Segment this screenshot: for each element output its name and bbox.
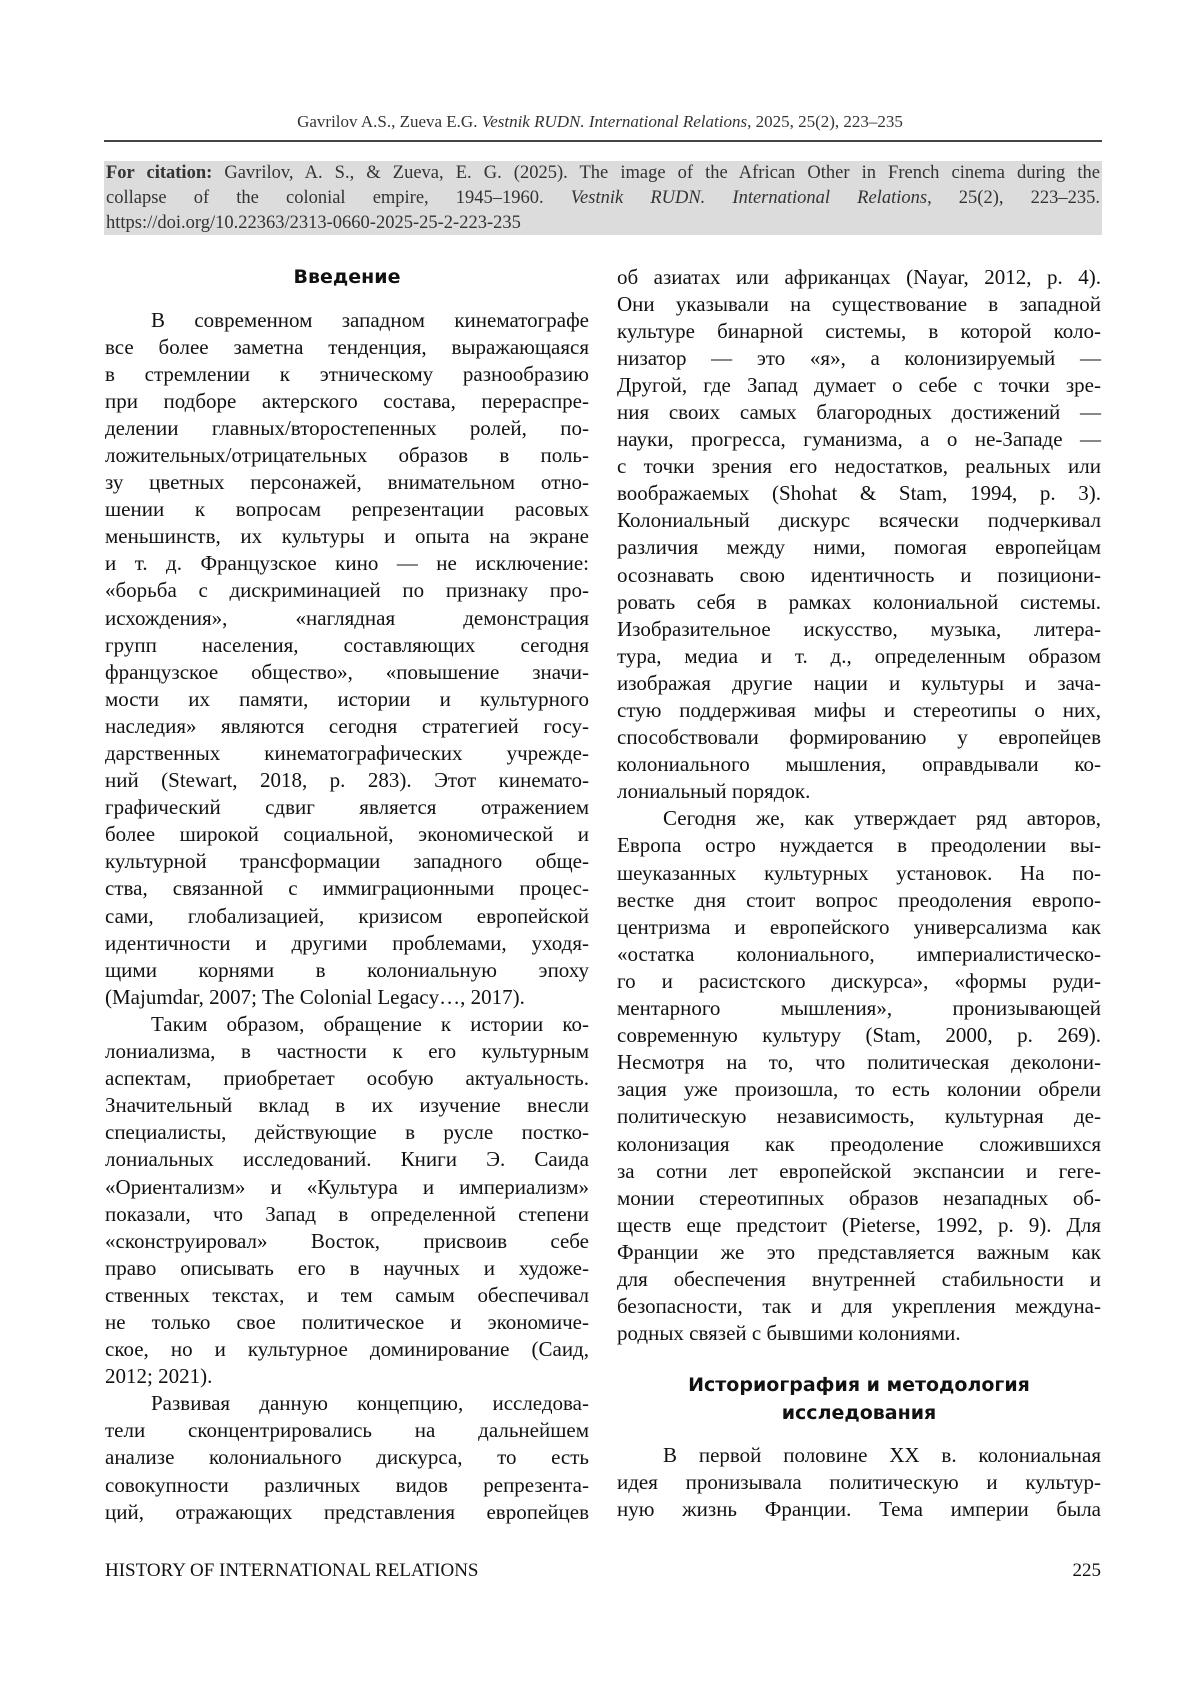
text-line: низатор — это «я», а колонизируемый — (617, 345, 1101, 372)
citation-box (104, 161, 1102, 235)
text-line: зу цветных персонажей, внимательном отно- (105, 469, 589, 496)
text-line: лониальных исследований. Книги Э. Саида (105, 1146, 589, 1173)
paragraph (617, 805, 1101, 1347)
text-line: ское, но и культурное доминирование (Саид, (105, 1336, 589, 1363)
citation-text: collapse of the colonial empire, 1945–1960. (106, 188, 571, 208)
text-line: культурной трансформации западного обще- (105, 848, 589, 875)
text-line: дарственных кинематографических учрежде- (105, 740, 589, 767)
text-line: (Majumdar, 2007; The Colonial Legacy…, 2017). (105, 984, 589, 1011)
footer-section: HISTORY OF INTERNATIONAL RELATIONS (105, 1560, 479, 1582)
paragraph (617, 1442, 1101, 1523)
header-journal: Vestnik RUDN. International Relations (482, 112, 747, 131)
text-line: культуре бинарной системы, в которой коло- (617, 318, 1101, 345)
running-header (0, 112, 1200, 132)
text-line: изображая другие нации и культуры и зача- (617, 670, 1101, 697)
text-line: различия между ними, помогая европейцам (617, 534, 1101, 561)
citation-line (104, 211, 1102, 236)
text-line: безопасности, так и для укрепления междуна- (617, 1293, 1101, 1320)
text-line: с точки зрения его недостатков, реальных или (617, 453, 1101, 480)
text-line: Франции же это представляется важным как (617, 1239, 1101, 1266)
text-line: центризма и европейского универсализма как (617, 914, 1101, 941)
page-number: 225 (1073, 1560, 1102, 1582)
text-line: лониальный порядок. (617, 778, 1101, 805)
text-line: вестке дня стоит вопрос преодоления европо- (617, 887, 1101, 914)
text-line: «остатка колониального, империалистическо- (617, 941, 1101, 968)
text-line: способствовали формированию у европейцев (617, 724, 1101, 751)
text-line: графический сдвиг является отражением (105, 794, 589, 821)
text-line: более широкой социальной, экономической и (105, 821, 589, 848)
text-line: шеуказанных культурных установок. На по- (617, 860, 1101, 887)
text-line: ний (Stewart, 2018, p. 283). Этот кинемато- (105, 767, 589, 794)
text-line: делении главных/второстепенных ролей, по- (105, 415, 589, 442)
text-line: Несмотря на то, что политическая деколони- (617, 1049, 1101, 1076)
text-line: Изобразительное искусство, музыка, литера- (617, 616, 1101, 643)
text-line: Европа остро нуждается в преодолении вы- (617, 832, 1101, 859)
page-footer (105, 1560, 1101, 1582)
text-line: ций, отражающих представления европейцев (105, 1499, 589, 1526)
text-line: го и расистского дискурса», «формы руди- (617, 968, 1101, 995)
heading-line: Историография и методология (617, 1372, 1101, 1400)
text-line: Колониальный дискурс всячески подчеркивал (617, 507, 1101, 534)
text-line: меньшинств, их культуры и опыта на экране (105, 523, 589, 550)
text-line: «сконструировал» Восток, присвоив себе (105, 1228, 589, 1255)
text-line: ществ еще предстоит (Pieterse, 1992, p. 9). Для (617, 1212, 1101, 1239)
text-line: мости их памяти, истории и культурного (105, 686, 589, 713)
text-line: ства, связанной с иммиграционными процес- (105, 875, 589, 902)
citation-journal: Vestnik RUDN. International Relations (571, 188, 927, 208)
text-line: ную жизнь Франции. Тема империи была (617, 1496, 1101, 1523)
text-line: идентичности и другими проблемами, уходя- (105, 930, 589, 957)
text-line: ровать себя в рамках колониальной системы. (617, 589, 1101, 616)
text-line: ния своих самых благородных достижений — (617, 399, 1101, 426)
text-line: специалисты, действующие в русле постко- (105, 1119, 589, 1146)
text-line: для обеспечения внутренней стабильности и (617, 1266, 1101, 1293)
right-column (617, 264, 1101, 1524)
text-line: 2012; 2021). (105, 1363, 589, 1390)
text-line: щими корнями в колониальную эпоху (105, 957, 589, 984)
citation-line (104, 161, 1102, 186)
text-line: тура, медиа и т. д., определенным образом (617, 643, 1101, 670)
citation-doi-link[interactable]: https://doi.org/10.22363/2313-0660-2025-25-2-223-235 (106, 213, 521, 233)
citation-text: Gavrilov, A. S., & Zueva, E. G. (2025). The image of the African Other in French cinema during the (212, 163, 1100, 183)
text-line: анализе колониального дискурса, то есть (105, 1444, 589, 1471)
text-line: исхождения», «наглядная демонстрация (105, 605, 589, 632)
text-line: монии стереотипных образов незападных об- (617, 1185, 1101, 1212)
paragraph (105, 307, 589, 1011)
paragraph (105, 1011, 589, 1390)
text-line: ментарного мышления», пронизывающей (617, 995, 1101, 1022)
text-line: наследия» являются сегодня стратегией госу- (105, 713, 589, 740)
header-issue: , 2025, 25(2), 223–235 (747, 112, 903, 131)
text-line: шении к вопросам репрезентации расовых (105, 496, 589, 523)
citation-label: For citation: (106, 163, 212, 183)
text-line: Они указывали на существование в западной (617, 291, 1101, 318)
text-line: в стремлении к этническому разнообразию (105, 361, 589, 388)
text-line: осознавать свою идентичность и позициони- (617, 562, 1101, 589)
text-line: за сотни лет европейской экспансии и геге- (617, 1158, 1101, 1185)
header-rule (104, 140, 1102, 142)
text-line: «Ориентализм» и «Культура и империализм» (105, 1174, 589, 1201)
text-line: воображаемых (Shohat & Stam, 1994, p. 3). (617, 480, 1101, 507)
heading-line: исследования (617, 1400, 1101, 1428)
text-line: колониального мышления, оправдывали ко- (617, 751, 1101, 778)
text-line: родных связей с бывшими колониями. (617, 1320, 1101, 1347)
text-line: колонизация как преодоление сложившихся (617, 1131, 1101, 1158)
text-line: современную культуру (Stam, 2000, p. 269). (617, 1022, 1101, 1049)
text-line: Таким образом, обращение к истории ко- (105, 1011, 589, 1038)
text-line: право описывать его в научных и художе- (105, 1255, 589, 1282)
citation-line (104, 186, 1102, 211)
text-line: не только свое политическое и экономиче- (105, 1309, 589, 1336)
text-line: «борьба с дискриминацией по признаку про- (105, 577, 589, 604)
text-line: В первой половине XX в. колониальная (617, 1442, 1101, 1469)
text-line: Другой, где Запад думает о себе с точки зре- (617, 372, 1101, 399)
text-line: политическую независимость, культурная де- (617, 1103, 1101, 1130)
section-heading (617, 1372, 1101, 1427)
text-line: идея пронизывала политическую и культур- (617, 1469, 1101, 1496)
text-line: ственных текстах, и тем самым обеспечивал (105, 1282, 589, 1309)
text-line: Значительный вклад в их изучение внесли (105, 1092, 589, 1119)
text-line: стую поддерживая мифы и стереотипы о них, (617, 697, 1101, 724)
heading-line: Введение (105, 264, 589, 292)
text-line: и т. д. Французское кино — не исключение: (105, 550, 589, 577)
text-line: науки, прогресса, гуманизма, а о не-Западе — (617, 426, 1101, 453)
text-line: об азиатах или африканцах (Nayar, 2012, p. 4). (617, 264, 1101, 291)
paragraph (105, 1390, 589, 1525)
text-line: показали, что Запад в определенной степени (105, 1201, 589, 1228)
text-line: Сегодня же, как утверждает ряд авторов, (617, 805, 1101, 832)
text-line: зация уже произошла, то есть колонии обрели (617, 1076, 1101, 1103)
text-line: групп населения, составляющих сегодня (105, 632, 589, 659)
text-line: французское общество», «повышение значи- (105, 659, 589, 686)
text-line: Развивая данную концепцию, исследова- (105, 1390, 589, 1417)
text-line: сами, глобализацией, кризисом европейской (105, 903, 589, 930)
left-column (105, 264, 589, 1526)
citation-text: , 25(2), 223–235. (927, 188, 1100, 208)
paragraph (617, 264, 1101, 806)
section-heading (105, 264, 589, 292)
text-line: совокупности различных видов репрезента- (105, 1472, 589, 1499)
text-line: все более заметна тенденция, выражающаяся (105, 334, 589, 361)
text-line: ложительных/отрицательных образов в поль- (105, 442, 589, 469)
text-line: лониализма, в частности к его культурным (105, 1038, 589, 1065)
text-line: при подборе актерского состава, перераспре- (105, 388, 589, 415)
header-authors: Gavrilov A.S., Zueva E.G. (297, 112, 482, 131)
text-line: В современном западном кинематографе (105, 307, 589, 334)
text-line: тели сконцентрировались на дальнейшем (105, 1417, 589, 1444)
text-line: аспектам, приобретает особую актуальность. (105, 1065, 589, 1092)
